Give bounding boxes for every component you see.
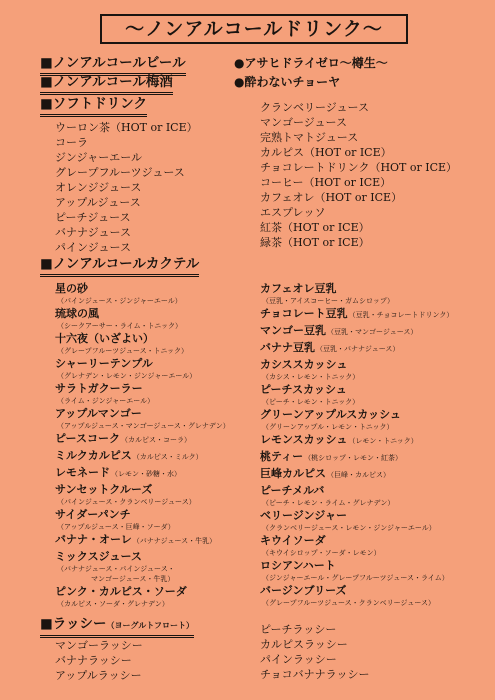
- double-underline: [40, 92, 173, 95]
- drink-ingredients: （ライム・ジンジャーエール）: [57, 397, 155, 405]
- list-item: チョコレートドリンク（HOT or ICE）: [260, 161, 458, 174]
- double-underline: [40, 274, 199, 277]
- list-item: [55, 306, 230, 321]
- list-item: エスプレッソ: [260, 206, 326, 219]
- drink-ingredients: （グレープフルーツジュース・クランベリージュース）: [262, 599, 435, 607]
- list-item: [260, 533, 453, 548]
- list-item: [55, 431, 230, 448]
- list-item: [260, 281, 453, 296]
- list-item: [55, 584, 230, 599]
- list-item: オレンジジュース: [55, 181, 142, 194]
- section-label: ■ソフトドリンク: [40, 96, 147, 112]
- list-item: カルピス（HOT or ICE）: [260, 146, 392, 159]
- drink-ingredients: （バナナジュース・パインジュース・: [57, 565, 175, 573]
- list-item: [260, 449, 453, 466]
- drink-name: ピーチメルバ: [260, 484, 325, 497]
- list-item: [260, 357, 453, 372]
- drink-ingredients: （巨峰・カルピス）: [327, 471, 390, 479]
- drink-name: サイダーパンチ: [55, 508, 131, 521]
- soft-drink-list-right: [260, 100, 457, 250]
- list-item: [55, 532, 230, 549]
- section-label: ■ノンアルコール梅酒: [40, 74, 173, 90]
- drink-name: 桃ティー: [260, 450, 304, 463]
- list-item: ウーロン茶（HOT or ICE）: [55, 121, 198, 134]
- list-item: マンゴーラッシー: [55, 639, 143, 652]
- drink-ingredients: （クランベリージュース・レモン・ジンジャーエール）: [262, 524, 436, 532]
- drink-ingredients: （グリーンアップル・レモン・トニック）: [262, 423, 394, 431]
- drink-ingredients: （レモン・トニック）: [348, 437, 418, 445]
- cocktail-list-left: [55, 281, 230, 609]
- list-item: [55, 549, 230, 564]
- list-item: ピーチラッシー: [260, 623, 337, 636]
- drink-ingredients: （シークアーサー・ライム・トニック）: [57, 322, 183, 330]
- list-item: [260, 583, 453, 598]
- drink-ingredients: （カシス・レモン・トニック）: [262, 373, 360, 381]
- drink-ingredients: （アップルジュース・巨峰・ソーダ）: [57, 523, 175, 531]
- list-item: 紅茶（HOT or ICE）: [260, 221, 370, 234]
- list-item: [55, 448, 230, 465]
- drink-name: 琉球の風: [55, 307, 99, 320]
- drink-name: バナナ・オーレ: [55, 533, 132, 546]
- list-item: ピーチジュース: [55, 211, 131, 224]
- drink-ingredients: （アップルジュース・マンゴージュース・グレナデン）: [57, 422, 230, 430]
- list-item: 緑茶（HOT or ICE）: [260, 236, 370, 249]
- list-item: カフェオレ（HOT or ICE）: [260, 191, 403, 204]
- lassi-list-left: [55, 638, 143, 683]
- drink-name: バージンブリーズ: [260, 584, 347, 597]
- drink-name: レモンスカッシュ: [260, 433, 348, 446]
- drink-name: ロシアンハート: [260, 559, 336, 572]
- drink-ingredients: （豆乳・チョコレートドリンク）: [348, 311, 454, 319]
- list-item: [55, 331, 230, 346]
- drink-name: アップルマンゴー: [55, 407, 142, 420]
- list-item: [260, 483, 453, 498]
- list-item: マンゴージュース: [260, 116, 348, 129]
- bullet-choya: ●酔わないチョーヤ: [234, 75, 341, 89]
- list-item: バナナジュース: [55, 226, 132, 239]
- drink-name: チョコレート豆乳: [260, 307, 348, 320]
- list-item: [260, 558, 453, 573]
- drink-ingredients: （バナナジュース・牛乳）: [132, 537, 217, 545]
- drink-name: 星の砂: [55, 282, 88, 295]
- drink-name: 十六夜（いざよい）: [55, 332, 154, 345]
- list-item: [55, 356, 230, 371]
- list-item: 完熟トマトジュース: [260, 131, 359, 144]
- drink-name: レモネード: [55, 466, 110, 479]
- list-item: アップルジュース: [55, 196, 141, 209]
- list-item: [260, 407, 453, 422]
- drink-ingredients: （グレナデン・レモン・ジンジャーエール）: [57, 372, 197, 380]
- list-item: アップルラッシー: [55, 669, 142, 682]
- drink-ingredients: （パインジュース・クランベリージュース）: [57, 498, 196, 506]
- list-item: [260, 323, 453, 340]
- list-item: バナナラッシー: [55, 654, 132, 667]
- section-nonalcohol-cocktail: [40, 256, 199, 273]
- section-label: ■ラッシー: [40, 616, 107, 632]
- list-item: [260, 382, 453, 397]
- drink-name: サラトガクーラー: [55, 382, 143, 395]
- drink-ingredients: （ピーチ・レモン・ライム・グレナデン）: [262, 499, 395, 507]
- list-item: [55, 465, 230, 482]
- list-item: [55, 281, 230, 296]
- drink-ingredients: （豆乳・バナナジュース）: [316, 345, 400, 353]
- drink-ingredients: （ピーチ・レモン・トニック）: [262, 398, 360, 406]
- list-item: [55, 507, 230, 522]
- drink-ingredients: （キウイシロップ・ソーダ・レモン）: [262, 549, 381, 557]
- page-title: ～ノンアルコールドリンク～: [100, 14, 408, 44]
- drink-name: カシススカッシュ: [260, 358, 348, 371]
- list-item: [260, 508, 453, 523]
- drink-ingredients: （豆乳・マンゴージュース）: [327, 328, 418, 336]
- drink-ingredients: （ジンジャーエール・グレープフルーツジュース・ライム）: [262, 574, 449, 582]
- drink-ingredients: （豆乳・アイスコーヒー・ガムシロップ）: [262, 297, 394, 305]
- list-item: [260, 466, 453, 483]
- list-item: カルピスラッシー: [260, 638, 348, 651]
- list-item: クランベリージュース: [260, 101, 370, 114]
- drink-name: ピースコーク: [55, 432, 121, 445]
- drink-name: バナナ豆乳: [260, 341, 315, 354]
- section-soft-drink: [40, 96, 147, 113]
- list-item: [55, 406, 230, 421]
- list-item: [55, 381, 230, 396]
- section-nonalcohol-umeshu: [40, 74, 173, 91]
- list-item: チョコバナナラッシー: [260, 668, 370, 681]
- list-item: コーヒー（HOT or ICE）: [260, 176, 392, 189]
- soft-drink-list-left: [55, 120, 198, 255]
- list-item: [55, 482, 230, 497]
- list-item: パインラッシー: [260, 653, 337, 666]
- section-label: ■ノンアルコールカクテル: [40, 256, 200, 272]
- drink-name: サンセットクルーズ: [55, 483, 153, 496]
- drink-ingredients: （レモン・砂糖・水）: [111, 470, 181, 478]
- list-item: ジンジャーエール: [55, 151, 143, 164]
- list-item: パインジュース: [55, 241, 131, 254]
- drink-ingredients: （カルピス・ソーダ・グレナデン）: [57, 600, 169, 608]
- drink-ingredients: （グレープフルーツジュース・トニック）: [57, 347, 189, 355]
- section-label: ■ノンアルコールビール: [40, 55, 186, 71]
- list-item: [260, 340, 453, 357]
- section-nonalcohol-beer: [40, 55, 186, 72]
- drink-ingredients: （カルピス・ミルク）: [132, 453, 203, 461]
- drink-name: ミックスジュース: [55, 550, 142, 563]
- list-item: [260, 306, 453, 323]
- drink-name: ベリージンジャー: [260, 509, 348, 522]
- list-item: [260, 432, 453, 449]
- cocktail-list-right: [260, 281, 453, 608]
- drink-ingredients-cont: マンゴージュース・牛乳）: [91, 575, 175, 583]
- drink-name: マンゴー豆乳: [260, 324, 326, 337]
- list-item: コーラ: [55, 136, 88, 149]
- drink-name: ミルクカルピス: [55, 449, 132, 462]
- drink-name: カフェオレ豆乳: [260, 282, 337, 295]
- drink-ingredients: （パインジュース・ジンジャーエール）: [57, 297, 182, 305]
- list-item: グレープフルーツジュース: [55, 166, 185, 179]
- drink-name: 巨峰カルピス: [260, 467, 326, 480]
- section-note: （ヨーグルトフロート）: [106, 620, 195, 630]
- drink-name: グリーンアップルスカッシュ: [260, 408, 401, 421]
- drink-name: ピーチスカッシュ: [260, 383, 347, 396]
- lassi-list-right: [260, 622, 369, 682]
- drink-ingredients: （カルピス・コーラ）: [121, 436, 192, 444]
- double-underline: [40, 114, 147, 117]
- bullet-asahi-dry-zero: ●アサヒドライゼロ～樽生～: [234, 56, 388, 70]
- drink-name: シャーリーテンプル: [55, 357, 153, 370]
- section-lassi: [40, 616, 194, 634]
- drink-ingredients: （桃シロップ・レモン・紅茶）: [304, 454, 402, 462]
- drink-name: ピンク・カルピス・ソーダ: [55, 585, 187, 598]
- drink-name: キウイソーダ: [260, 534, 326, 547]
